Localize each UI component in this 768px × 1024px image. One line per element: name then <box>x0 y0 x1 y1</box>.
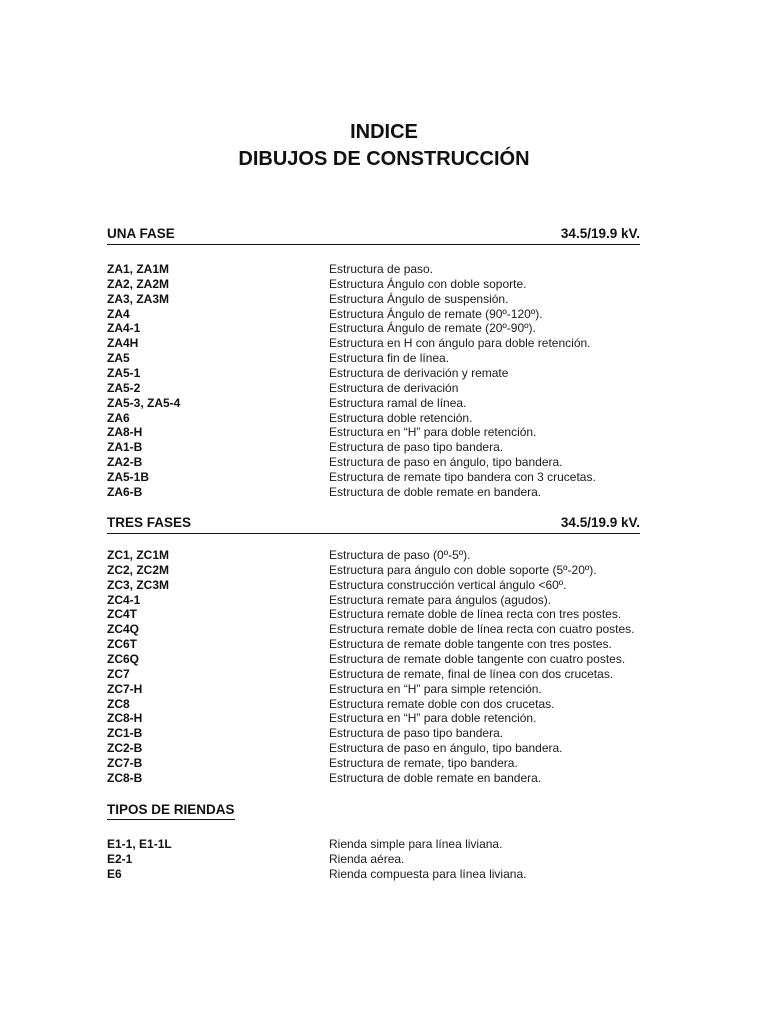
structure-description: Estructura de doble remate en bandera. <box>329 484 542 499</box>
index-row <box>0 366 768 381</box>
structure-description: Estructura de paso tipo bandera. <box>329 726 504 741</box>
structure-description: Estructura Ángulo con doble soporte. <box>329 276 527 291</box>
structure-code: ZA4H <box>107 336 139 351</box>
index-row <box>0 396 768 411</box>
section-voltage: 34.5/19.9 kV. <box>560 226 640 241</box>
structure-code: ZC8 <box>107 696 130 711</box>
structure-code: ZA5-1B <box>107 469 150 484</box>
structure-description: Estructura de remate tipo bandera con 3 crucetas. <box>329 469 596 484</box>
index-row <box>0 455 768 470</box>
section-voltage: 34.5/19.9 kV. <box>560 515 640 530</box>
structure-description: Estructura para ángulo con doble soporte (5º-20º). <box>329 562 597 577</box>
index-row <box>0 837 768 852</box>
structure-code: ZC7-H <box>107 681 143 696</box>
structure-description: Estructura en “H” para simple retención. <box>329 681 542 696</box>
index-row <box>0 262 768 277</box>
structure-description: Estructura de paso. <box>329 262 434 276</box>
index-row <box>0 756 768 771</box>
structure-description: Estructura construcción vertical ángulo <60º. <box>329 577 567 592</box>
structure-description: Estructura de remate, tipo bandera. <box>329 755 518 770</box>
structure-code: ZA2, ZA2M <box>107 276 170 291</box>
structure-description: Rienda aérea. <box>329 851 405 866</box>
structure-code: ZA1-B <box>107 440 143 455</box>
index-row <box>0 652 768 667</box>
structure-description: Estructura de remate doble tangente con tres postes. <box>329 637 612 652</box>
structure-code: ZA4 <box>107 306 130 321</box>
structure-code: E1-1, E1-1L <box>107 837 172 851</box>
section-heading <box>107 514 640 534</box>
index-row <box>0 351 768 366</box>
index-row <box>0 593 768 608</box>
structure-description: Estructura de paso tipo bandera. <box>329 440 504 455</box>
structure-code: ZA6-B <box>107 484 143 499</box>
structure-description: Rienda compuesta para línea liviana. <box>329 866 527 881</box>
index-row <box>0 726 768 741</box>
structure-description: Estructura en “H” para doble retención. <box>329 425 537 440</box>
section-title: UNA FASE <box>107 226 175 241</box>
structure-description: Estructura Ángulo de remate (90º-120º). <box>329 306 543 321</box>
structure-description: Estructura de doble remate en bandera. <box>329 770 542 785</box>
structure-code: ZC1, ZC1M <box>107 548 170 562</box>
structure-code: ZC4T <box>107 607 137 622</box>
page-title: INDICE <box>350 121 418 143</box>
structure-code: ZC2-B <box>107 741 143 756</box>
structure-description: Estructura de derivación <box>329 380 459 395</box>
page-subtitle: DIBUJOS DE CONSTRUCCIÓN <box>238 148 530 170</box>
structure-description: Estructura remate doble de línea recta con tres postes. <box>329 607 622 622</box>
section-heading <box>107 225 640 245</box>
section-title: TIPOS DE RIENDAS <box>107 801 235 820</box>
index-row <box>0 607 768 622</box>
index-row <box>0 548 768 563</box>
structure-code: ZC4-1 <box>107 592 141 607</box>
index-row <box>0 307 768 322</box>
index-row <box>0 440 768 455</box>
index-row <box>0 411 768 426</box>
index-row <box>0 711 768 726</box>
index-row <box>0 381 768 396</box>
structure-code: ZC4Q <box>107 622 140 637</box>
structure-code: ZC2, ZC2M <box>107 562 170 577</box>
structure-description: Estructura en “H” para doble retención. <box>329 711 537 726</box>
structure-code: E6 <box>107 866 122 881</box>
section-heading <box>107 801 640 820</box>
section-title: TRES FASES <box>107 515 192 530</box>
structure-description: Estructura de paso (0º-5º). <box>329 548 471 562</box>
index-row <box>0 470 768 485</box>
index-row <box>0 667 768 682</box>
structure-code: ZA1, ZA1M <box>107 262 170 276</box>
index-row <box>0 637 768 652</box>
index-row <box>0 321 768 336</box>
structure-description: Estructura doble retención. <box>329 410 473 425</box>
structure-code: ZA3, ZA3M <box>107 291 170 306</box>
structure-description: Estructura fin de línea. <box>329 351 450 366</box>
structure-code: E2-1 <box>107 851 133 866</box>
structure-code: ZC1-B <box>107 726 143 741</box>
structure-description: Estructura de paso en ángulo, tipo bandera. <box>329 741 563 756</box>
index-row <box>0 336 768 351</box>
index-row <box>0 867 768 882</box>
structure-code: ZC7-B <box>107 755 143 770</box>
structure-description: Estructura remate doble con dos crucetas. <box>329 696 555 711</box>
structure-code: ZA8-H <box>107 425 143 440</box>
index-row <box>0 563 768 578</box>
structure-code: ZC6Q <box>107 651 140 666</box>
structure-description: Estructura de derivación y remate <box>329 365 509 380</box>
structure-code: ZA4-1 <box>107 321 141 336</box>
index-row <box>0 771 768 786</box>
structure-code: ZA5-1 <box>107 365 141 380</box>
structure-code: ZA5-2 <box>107 380 141 395</box>
structure-code: ZC8-H <box>107 711 143 726</box>
structure-code: ZA6 <box>107 410 130 425</box>
structure-code: ZA5-3, ZA5-4 <box>107 395 181 410</box>
structure-description: Estructura de paso en ángulo, tipo bandera. <box>329 455 563 470</box>
structure-description: Estructura de remate, final de línea con dos crucetas. <box>329 666 614 681</box>
index-row <box>0 485 768 500</box>
index-row <box>0 741 768 756</box>
structure-code: ZC7 <box>107 666 130 681</box>
structure-description: Estructura Ángulo de suspensión. <box>329 291 509 306</box>
index-row <box>0 425 768 440</box>
index-row <box>0 697 768 712</box>
structure-code: ZC8-B <box>107 770 143 785</box>
structure-description: Estructura Ángulo de remate (20º-90º). <box>329 321 536 336</box>
structure-description: Estructura en H con ángulo para doble retención. <box>329 336 591 351</box>
index-row <box>0 277 768 292</box>
structure-code: ZA2-B <box>107 455 143 470</box>
structure-code: ZC3, ZC3M <box>107 577 170 592</box>
index-row <box>0 622 768 637</box>
index-row <box>0 852 768 867</box>
index-row <box>0 292 768 307</box>
structure-code: ZA5 <box>107 351 130 366</box>
structure-description: Rienda simple para línea liviana. <box>329 837 503 851</box>
structure-code: ZC6T <box>107 637 137 652</box>
structure-description: Estructura remate para ángulos (agudos). <box>329 592 552 607</box>
index-row <box>0 578 768 593</box>
structure-description: Estructura de remate doble tangente con cuatro postes. <box>329 651 626 666</box>
structure-description: Estructura remate doble de línea recta con cuatro postes. <box>329 622 635 637</box>
structure-description: Estructura ramal de línea. <box>329 395 467 410</box>
index-row <box>0 682 768 697</box>
